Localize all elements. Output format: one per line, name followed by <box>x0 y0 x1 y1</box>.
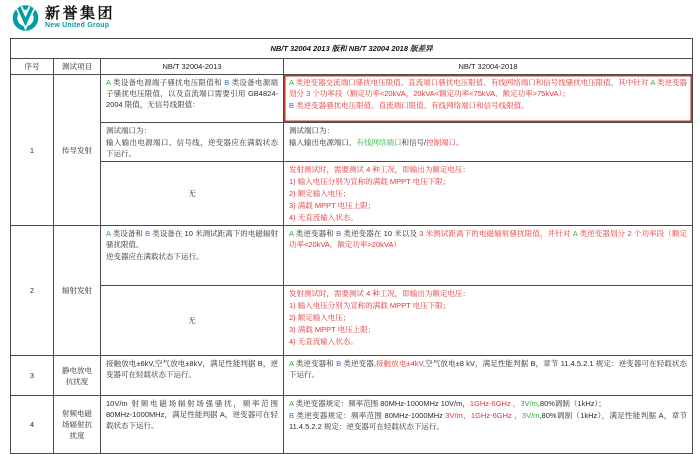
company-name-en: New United Group <box>45 21 110 29</box>
company-name-cn: 新誉集团 <box>45 5 116 23</box>
row1b-cell-2013: 测试端口为： 输入输出电源端口、信号线，逆变器应在满载状态下运行。 <box>101 123 284 162</box>
row2-item: 辐射发射 <box>54 226 101 356</box>
company-name <box>45 6 115 29</box>
row1-item: 传导发射 <box>54 75 101 226</box>
row4-item: 射频电磁场辐射抗扰度 <box>54 396 101 454</box>
row3-cell-2018: A 类逆变器和 B 类逆变器,接触放电±4kV,空气放电±8 kV，满足性能判据 B，章节 11.4.5.2.1 规定：逆变器可在轻载状态下运行。 <box>284 356 693 396</box>
row1a-cell-2013: A 类设备电源端子骚扰电压限值和 B 类设备电源端子骚扰电压限值，以及直流端口需要引用 GB4824-2004 限值，无信号线限值： <box>101 75 284 123</box>
row1b-cell-2018: 测试端口为： 输入输出电源端口、有线网络端口和信号/控制端口。 <box>284 123 693 162</box>
header-seq: 序号 <box>11 59 54 75</box>
row4-seq: 4 <box>11 396 54 454</box>
diff-table <box>10 38 693 454</box>
row2b-cell-2018: 发射测试时，需要测试 4 种工况，即输出为额定电压： 1) 输入电压分别为宣称的满载 MPPT 电压下限； 2) 额定输入电压； 3) 满载 MPPT 电压上限； 4) 无直流输入状态。 <box>284 286 693 356</box>
row4-cell-2018: A 类逆变器规定：频率范围 80MHz-1000MHz 10V/m，1GHz-6GHz ，3V/m,80%调制（1kHz）； B 类逆变器规定：频率范围 80MHz-1000MHz 3V/m，1GHz-6GHz ，3V/m,80%调制（1kHz），满足性能判据 A，章节 11.4.5.2.2 规定：逆变器可在轻载状态下运行。 <box>284 396 693 454</box>
row4-cell-2013: 10V/m 射频电磁场辐射场强骚扰，频率范围 80MHz-1000MHz，满足性能判据 A，逆变器可在轻载状态下运行。 <box>101 396 284 454</box>
new-united-group-icon <box>12 4 39 31</box>
row1c-cell-2018: 发射测试时，需要测试 4 种工况，即输出为额定电压： 1) 输入电压分别为宣称的满载 MPPT 电压下限； 2) 额定输入电压； 3) 满载 MPPT 电压上限； 4) 无直流输入状态。 <box>284 162 693 226</box>
row3-cell-2013: 接触放电±6kV,空气放电±8kV，满足性能判据 B，逆变器可在轻载状态下运行。 <box>101 356 284 396</box>
row3-seq: 3 <box>11 356 54 396</box>
row2-seq: 2 <box>11 226 54 356</box>
header-item: 测试项目 <box>54 59 101 75</box>
row1-seq: 1 <box>11 75 54 226</box>
header-2018: NB/T 32004-2018 <box>284 59 693 75</box>
doc-title: NB/T 32004 2013 版和 NB/T 32004 2018 版差异 <box>11 39 693 59</box>
company-logo <box>12 4 115 31</box>
row3-item: 静电放电抗扰度 <box>54 356 101 396</box>
row1a-cell-2018: A 类逆变器交流端口骚扰电压限值、直流端口骚扰电压限值、有线网络端口和信号线骚扰电压限值，其中针对 A 类逆变器划分 3 个功率段（额定功率<20kVA，20kVA<额定功率<75kVA、额定功率>75kVA）； B 类逆变器骚扰电压限值、直流端口限值、有线网络端口和信号线限值。 <box>284 75 693 123</box>
header-2013: NB/T 32004-2013 <box>101 59 284 75</box>
row2a-cell-2013: A 类设备和 B 类设备在 10 米测试距离下的电磁辐射骚扰限值。 逆变器应在满载状态下运行。 <box>101 226 284 286</box>
row2b-cell-2013: 无 <box>101 286 284 356</box>
row1c-cell-2013: 无 <box>101 162 284 226</box>
row2a-cell-2018: A 类逆变器和 B 类逆变器在 10 米以及 3 米测试距离下的电磁辐射骚扰限值，并针对 A 类逆变器划分 2 个功率段（额定功率<20kVA，额定功率>20kVA） <box>284 226 693 286</box>
